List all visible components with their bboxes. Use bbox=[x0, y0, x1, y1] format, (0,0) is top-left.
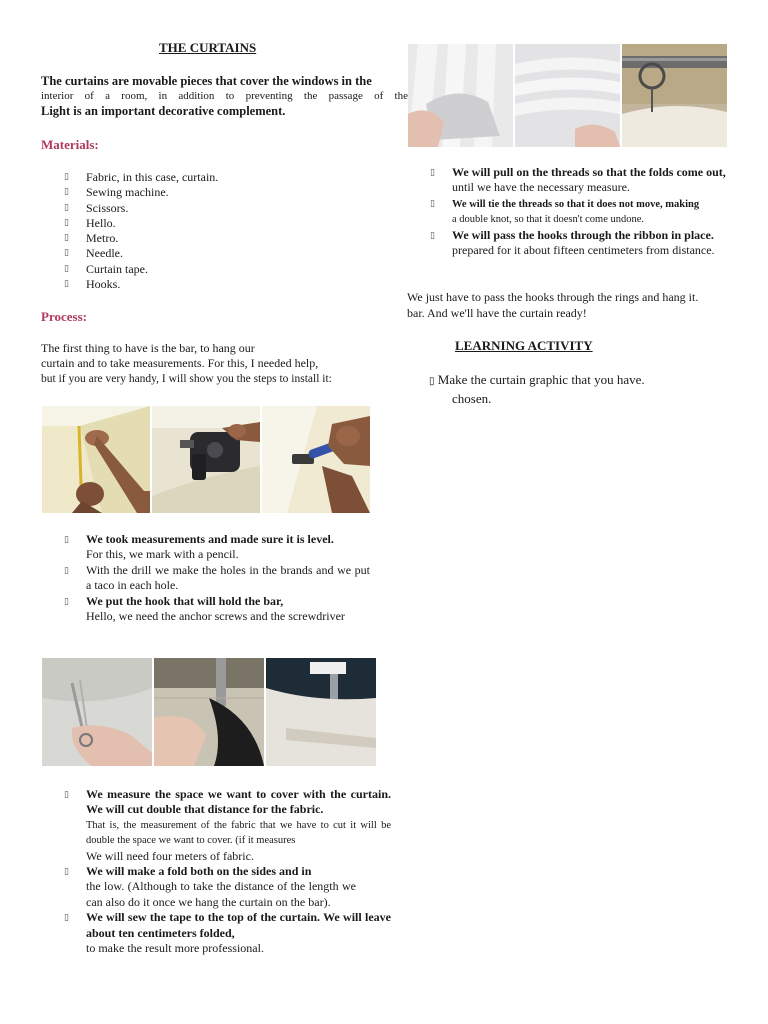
fabric-fold-photo bbox=[266, 658, 376, 766]
learning-activity-title bbox=[455, 338, 657, 354]
sewing-step-3-bold: We will sew the tape to the top of the curtain. We will leave about ten centimeters folded, bbox=[86, 910, 391, 940]
sewing-step-1-text: We will need four meters of fabric. bbox=[86, 848, 254, 863]
closing-line-1: We just have to pass the hooks through the rings and hang it. bbox=[407, 290, 699, 304]
page-title: THE CURTAINS bbox=[159, 40, 257, 55]
process-line-2: curtain and to take measurements. For this, I needed help, bbox=[41, 356, 319, 371]
materials-item: ▯ Sewing machine. bbox=[64, 185, 384, 200]
materials-item: ▯ Scissors. bbox=[64, 201, 384, 216]
materials-item: ▯ Hello. bbox=[64, 216, 384, 231]
activity-line-2: chosen. bbox=[452, 391, 492, 406]
pleat-step-2-text: a double knot, so that it doesn't come undone. bbox=[452, 214, 645, 226]
intro-line-1: The curtains are movable pieces that cover the windows in the bbox=[41, 74, 372, 88]
drilling-photo bbox=[152, 406, 260, 513]
sewing-step-3-text: to make the result more professional. bbox=[86, 941, 264, 956]
bar-steps-list bbox=[64, 532, 370, 624]
intro-line-2: interior of a room, in addition to preventing the passage of the bbox=[41, 90, 408, 102]
materials-list bbox=[64, 170, 384, 292]
bar-step-item bbox=[64, 563, 370, 594]
process-line-1: The first thing to have is the bar, to hang our bbox=[41, 341, 255, 355]
closing-line-2: bar. And we'll have the curtain ready! bbox=[407, 305, 587, 320]
sewing-step-2-bold: We will make a fold both on the sides and in bbox=[86, 864, 312, 879]
materials-item: ▯ Needle. bbox=[64, 246, 384, 261]
pleat-step-3-bold: We will pass the hooks through the ribbon in place. bbox=[452, 227, 714, 242]
scissors-photo bbox=[42, 658, 152, 766]
pleat-step-1-bold: We will pull on the threads so that the folds come out, bbox=[452, 165, 726, 179]
learning-activity-item bbox=[429, 371, 729, 407]
sewing-step-item bbox=[64, 787, 391, 864]
pleat-photos bbox=[408, 44, 727, 147]
measuring-wall-photo bbox=[42, 406, 150, 513]
intro-paragraph bbox=[41, 74, 408, 119]
bar-installation-photos bbox=[42, 406, 370, 513]
bar-step-2-text: With the drill we make the holes in the brands and we put a taco in each hole. bbox=[86, 562, 370, 593]
materials-item: ▯ Fabric, in this case, curtain. bbox=[64, 170, 384, 185]
sewing-step-item bbox=[64, 864, 391, 910]
pleat-step-item bbox=[430, 165, 766, 196]
materials-item: ▯ Metro. bbox=[64, 231, 384, 246]
curtain-rod-ring-photo bbox=[622, 44, 727, 147]
intro-line-3: Light is an important decorative complement. bbox=[41, 104, 286, 118]
bar-step-1-bold: We took measurements and made sure it is level. bbox=[86, 532, 334, 546]
bar-step-3-text: Hello, we need the anchor screws and the screwdriver bbox=[86, 609, 345, 624]
sewing-step-item bbox=[64, 910, 391, 956]
sewing-step-1-note: That is, the measurement of the fabric that we have to cut it will be double the space we want to cover. (if it measures bbox=[86, 819, 391, 847]
sewing-steps-list bbox=[64, 787, 391, 956]
activity-line-1: Make the curtain graphic that you have. bbox=[437, 372, 645, 387]
materials-heading: Materials: bbox=[41, 137, 99, 152]
pleat-step-1-text: until we have the necessary measure. bbox=[452, 180, 630, 195]
sewing-machine-photo bbox=[154, 658, 264, 766]
sewing-photos bbox=[42, 658, 376, 766]
activity-bullet-icon: ▯ bbox=[429, 376, 435, 387]
pleat-step-2-bold: We will tie the threads so that it does not move, making bbox=[452, 198, 700, 210]
process-paragraph bbox=[41, 341, 376, 387]
materials-item: ▯ Hooks. bbox=[64, 277, 384, 292]
pleat-steps-list bbox=[430, 165, 766, 258]
bar-step-item bbox=[64, 532, 370, 563]
pleat-folds-photo bbox=[515, 44, 620, 147]
bar-step-1-text: For this, we mark with a pencil. bbox=[86, 547, 239, 562]
materials-item: ▯ Curtain tape. bbox=[64, 262, 384, 277]
process-line-3: but if you are very handy, I will show you the steps to install it: bbox=[41, 372, 332, 385]
sewing-step-1-bold: We measure the space we want to cover with the curtain. We will cut double that distance for the fabric. bbox=[86, 787, 391, 817]
pleat-step-3-text: prepared for it about fifteen centimeters from distance. bbox=[452, 243, 715, 258]
pleat-step-item bbox=[430, 228, 766, 259]
closing-paragraph bbox=[407, 290, 761, 321]
sewing-step-2-text: the low. (Although to take the distance of the length we can also do it once we hang the curtain on the bar). bbox=[86, 879, 356, 909]
bar-step-3-bold: We put the hook that will hold the bar, bbox=[86, 593, 284, 608]
learning-activity-title-text: LEARNING ACTIVITY bbox=[455, 338, 593, 353]
bar-step-item bbox=[64, 594, 370, 625]
pleat-threads-photo bbox=[408, 44, 513, 147]
screwdriver-photo bbox=[262, 406, 370, 513]
pleat-step-item bbox=[430, 196, 766, 228]
process-heading: Process: bbox=[41, 309, 87, 324]
